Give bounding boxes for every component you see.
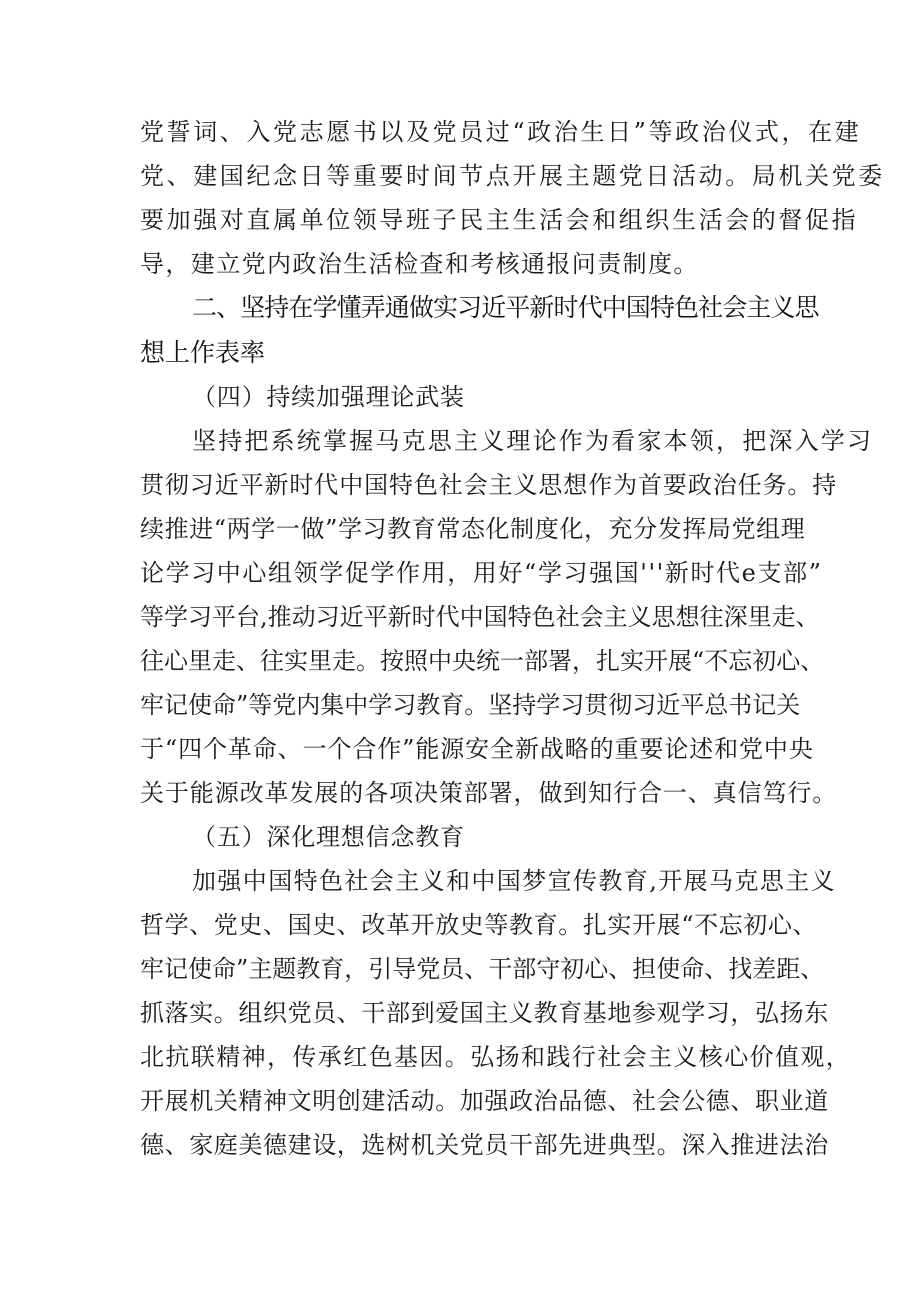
subheading-5: （五）深化理想信念教育 [192,823,465,851]
paragraph-line: 北抗联精神，传承红色基因。弘扬和践行社会主义核心价值观， [140,1043,852,1071]
subheading-4: （四）持续加强理论武装 [192,383,465,411]
paragraph-line: 关于能源改革发展的各项决策部署，做到知行合一、真信笃行。 [140,779,838,807]
paragraph-line: 哲学、党史、国史、改革开放史等教育。扎实开展“不忘初心、 [140,911,818,939]
paragraph-line: 加强中国特色社会主义和中国梦宣传教育,开展马克思主义 [192,867,837,895]
paragraph-line: 坚持把系统掌握马克思主义理论作为看家本领，把深入学习 [192,427,874,455]
paragraph-line: 党、建国纪念日等重要时间节点开展主题党日活动。局机关党委 [140,162,885,190]
paragraph-line: 开展机关精神文明创建活动。加强政治品德、社会公德、职业道 [140,1087,829,1115]
paragraph-line: 党誓词、入党志愿书以及党员过“政治生日”等政治仪式，在建 [140,118,862,146]
paragraph-line: 等学习平台,推动习近平新时代中国特色社会主义思想往深里走、 [140,603,820,631]
paragraph-line: 导，建立党内政治生活检查和考核通报问责制度。 [140,250,699,278]
paragraph-line: 抓落实。组织党员、干部到爱国主义教育基地参观学习，弘扬东 [140,999,829,1027]
paragraph-line: 德、家庭美德建设，选树机关党员干部先进典型。深入推进法治 [140,1131,829,1159]
section-heading: 想上作表率 [140,338,266,367]
section-heading: 二、坚持在学懂弄通做实习近平新时代中国特色社会主义思 [192,293,819,322]
paragraph-line: 贯彻习近平新时代中国特色社会主义思想作为首要政治任务。持 [140,471,838,499]
paragraph-line: 于“四个革命、一个合作”能源安全新战略的重要论述和党中央 [140,735,814,763]
paragraph-line: 续推进“两学一做”学习教育常态化制度化，充分发挥局党组理 [140,515,806,543]
paragraph-line: 往心里走、往实里走。按照中央统一部署，扎实开展“不忘初心、 [140,647,825,675]
paragraph-line: 牢记使命”等党内集中学习教育。坚持学习贯彻习近平总书记关 [140,691,801,719]
paragraph-line: 牢记使命”主题教育，引导党员、干部守初心、担使命、找差距、 [140,955,825,983]
paragraph-line: 要加强对直属单位领导班子民主生活会和组织生活会的督促指 [140,206,859,234]
paragraph-line: 论学习中心组领学促学作用，用好“学习强国'''新时代e支部” [140,559,823,587]
